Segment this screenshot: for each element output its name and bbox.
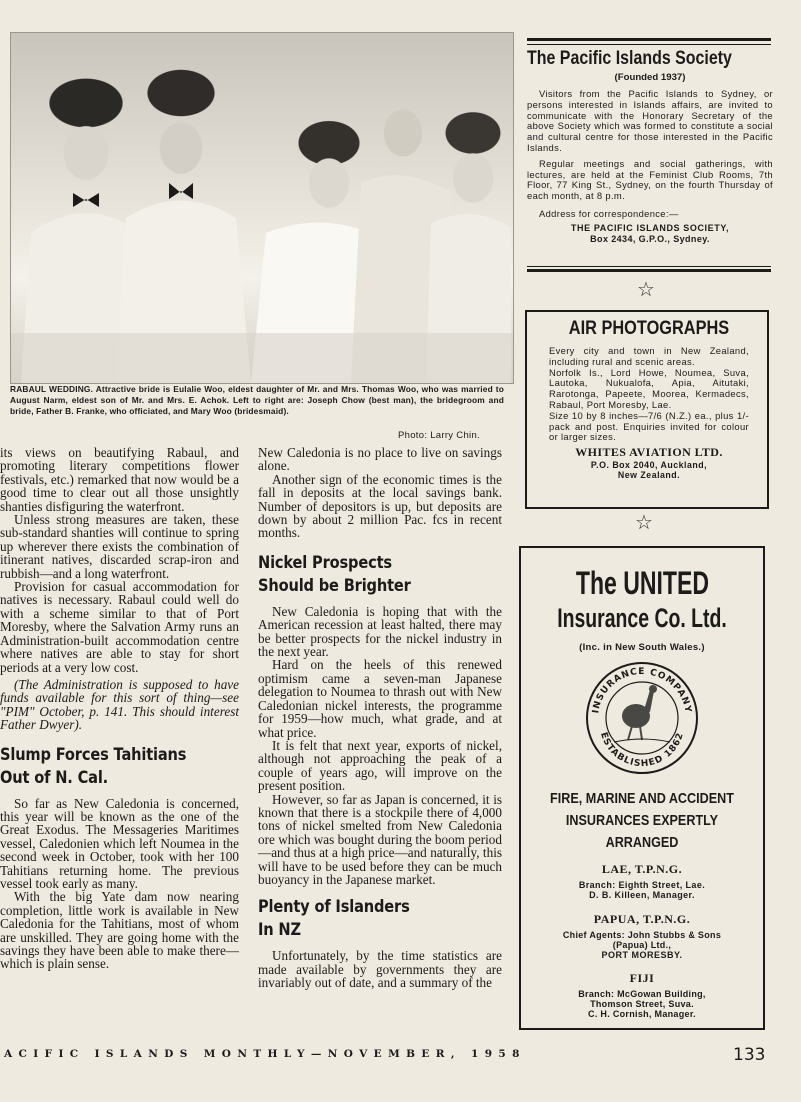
company-seal-icon	[584, 660, 700, 776]
branch-line: Branch: Eighth Street, Lae.	[578, 880, 706, 890]
branch-line: Branch: McGowan Building,	[578, 989, 706, 999]
branch-papua	[521, 912, 763, 960]
paragraph: It is felt that next year, exports of nickel, although not approaching the peak of a couple of years ago, will improve on the present position.	[258, 737, 502, 794]
paragraph: So far as New Caledonia is concerned, this year will be known as the one of the Great Exodus. The Messageries Maritimes vessel, Caledonien which left Noumea in the second week in October, took with her 100 Tahitians returning home. The previous vessel took early as many.	[0, 795, 239, 891]
air-photographs-ad	[525, 310, 769, 509]
branch-lae	[521, 862, 763, 900]
seal-bottom-text: ESTABLISHED 1862	[598, 731, 686, 770]
branch-heading: PAPUA, T.P.N.G.	[593, 912, 691, 926]
air-paragraph: Every city and town in New Zealand, including rural and scenic areas.	[549, 345, 749, 367]
editor-note: (The Administration is supposed to have funds available for this sort of thing—see "PIM" October, p. 141. This should interest Father Dwyer).	[0, 676, 239, 733]
heading-line: Should be Brighter	[258, 575, 411, 596]
air-company: WHITES AVIATION LTD.	[575, 445, 723, 460]
paragraph: However, so far as Japan is concerned, it is known that there is a stockpile there of 4,000 tons of nickel smelted from New Caledonia ore which was bought during the boom period—and thus at a high price—and naturally, this will have to be used before they can be much buoyancy in the Japanese market.	[258, 791, 502, 887]
paragraph: Provision for casual accommodation for natives is necessary. Rabaul could well do with a scheme similar to that of Port Moresby, where the Salvation Army runs an Administration-built accommodation centre where natives are able to stay for short periods at a very low cost.	[0, 579, 239, 675]
united-insurance-ad	[519, 546, 765, 1030]
heading-line: Plenty of Islanders	[258, 897, 410, 918]
wedding-photo	[10, 32, 514, 384]
tagline-line: FIRE, MARINE AND ACCIDENT	[550, 790, 734, 807]
united-title-the: The	[575, 565, 617, 601]
air-address: P.O. Box 2040, Auckland,	[590, 460, 708, 471]
paragraph: Unfortunately, by the time statistics are made available by governments they are invariably out of date, and a summary of the	[258, 948, 502, 991]
branch-line: Chief Agents: John Stubbs & Sons	[562, 930, 722, 940]
air-paragraph: Size 10 by 8 inches—7/6 (N.Z.) ea., plus 1/- pack and post. Enquiries invited for colour or larger sizes.	[549, 409, 749, 443]
wedding-photo-figures	[11, 33, 513, 383]
united-inc: (Inc. in New South Wales.)	[579, 642, 705, 653]
bow-tie-icon	[169, 183, 193, 199]
bow-tie-icon	[73, 193, 99, 207]
divider-rule	[527, 38, 771, 41]
air-address: New Zealand.	[617, 470, 681, 481]
paragraph: Another sign of the economic times is the fall in deposits at the local savings bank. Number of depositors is up, but deposits are down by about 2 million Pac. fcs in recent months.	[258, 471, 502, 541]
society-address: THE PACIFIC ISLANDS SOCIETY,	[570, 222, 730, 233]
branch-line: C. H. Cornish, Manager.	[588, 1009, 696, 1019]
air-title: AIR PHOTOGRAPHS	[568, 318, 730, 339]
branch-line: Thomson Street, Suva.	[590, 999, 694, 1009]
paragraph: its views on beautifying Rabaul, and promoting literary competitions flower festivals, etc.) remarked that now would be a good time to clear out all those unsightly shanties disfiguring the waterfront.	[0, 445, 239, 514]
paragraph: Unless strong measures are taken, these sub-standard shanties will continue to spring up wherever there exists the combination of itinerant natives, discarded scrap-iron and rubbish—and a long waterfront.	[0, 512, 239, 581]
branch-line: PORT MORESBY.	[601, 950, 683, 960]
divider-rule	[527, 269, 771, 272]
tagline-line: INSURANCES EXPERTLY	[565, 812, 719, 829]
society-notice	[527, 47, 773, 244]
tagline-line: ARRANGED	[605, 834, 679, 851]
society-title: The Pacific Islands Society	[527, 48, 732, 69]
heading-line: Slump Forces Tahitians	[0, 744, 187, 765]
united-subtitle: Insurance Co. Ltd.	[557, 603, 727, 633]
article-heading	[258, 896, 468, 942]
society-paragraph: Regular meetings and social gatherings, with lectures, are held at the Feminist Club Rooms, 7th Floor, 77 King St., Sydney, on the fourth Thursday of each month, at 8 p.m.	[527, 157, 773, 202]
society-founded: (Founded 1937)	[614, 72, 686, 83]
united-title-name: UNITED	[622, 565, 709, 601]
heading-line: In NZ	[258, 920, 301, 941]
divider-rule	[527, 266, 771, 267]
paragraph: New Caledonia is no place to live on savings alone.	[258, 445, 502, 474]
branch-fiji	[521, 971, 763, 1019]
branch-heading: LAE, T.P.N.G.	[601, 862, 683, 876]
society-address: Box 2434, G.P.O., Sydney.	[590, 233, 710, 244]
heading-line: Out of N. Cal.	[0, 767, 109, 788]
branch-heading: FIJI	[629, 971, 655, 985]
united-tagline	[540, 788, 743, 854]
running-head: ACIFIC ISLANDS MONTHLY—NOVEMBER, 1958	[4, 1048, 526, 1060]
star-icon: ☆	[637, 279, 655, 301]
branch-line: D. B. Killeen, Manager.	[589, 890, 695, 900]
heading-line: Nickel Prospects	[258, 552, 392, 573]
air-paragraph: Norfolk Is., Lord Howe, Noumea, Suva, Lautoka, Nukualofa, Apia, Aitutaki, Rarotonga, Papeete, Moorea, Kermadecs, Rabaul, Port Moresby, Lae.	[549, 366, 749, 410]
article-heading	[258, 552, 468, 598]
article-heading	[0, 744, 206, 790]
page-number: 133	[733, 1045, 766, 1065]
photo-credit: Photo: Larry Chin.	[398, 430, 480, 441]
united-title	[521, 564, 763, 602]
society-paragraph: Visitors from the Pacific Islands to Sydney, or persons interested in Islands affairs, are invited to communicate with the Honorary Secretary of the above Society which was formed to constitute a social and cultural centre for those interested in the Pacific Islands.	[527, 88, 773, 153]
paragraph: Hard on the heels of this renewed optimism came a seven-man Japanese delegation to Noumea to thrash out with New Caledonian nickel interests, the programme for 1959—how much, what grade, and at what price.	[258, 657, 502, 740]
star-icon: ☆	[635, 512, 653, 534]
divider-rule	[527, 44, 771, 45]
article-column-2	[258, 446, 502, 990]
paragraph: New Caledonia is hoping that with the American recession at least halted, there may be better prospects for the nickel industry in the next year.	[258, 603, 502, 660]
photo-caption: RABAUL WEDDING. Attractive bride is Eulalie Woo, eldest daughter of Mr. and Mrs. Thomas Woo, who was married to August Narm, eldest son of Mr. and Mrs. E. Achok. Left to right are: Joseph Chow (best man), the bridegroom and bride, Father B. Franke, who officiated, and Mary Woo (bridesmaid).	[10, 384, 504, 416]
paragraph: With the big Yate dam now nearing completion, little work is available in New Caledonia for the Tahitians, most of whom are unskilled. They are going home with the savings they have been able to make there—which is plain sense.	[0, 889, 239, 972]
page-footer	[0, 1046, 801, 1066]
article-column-1	[0, 446, 239, 971]
seal-top-text: INSURANCE COMPANY	[591, 666, 693, 715]
society-address-label: Address for correspondence:—	[539, 207, 679, 219]
branch-line: (Papua) Ltd.,	[612, 940, 672, 950]
